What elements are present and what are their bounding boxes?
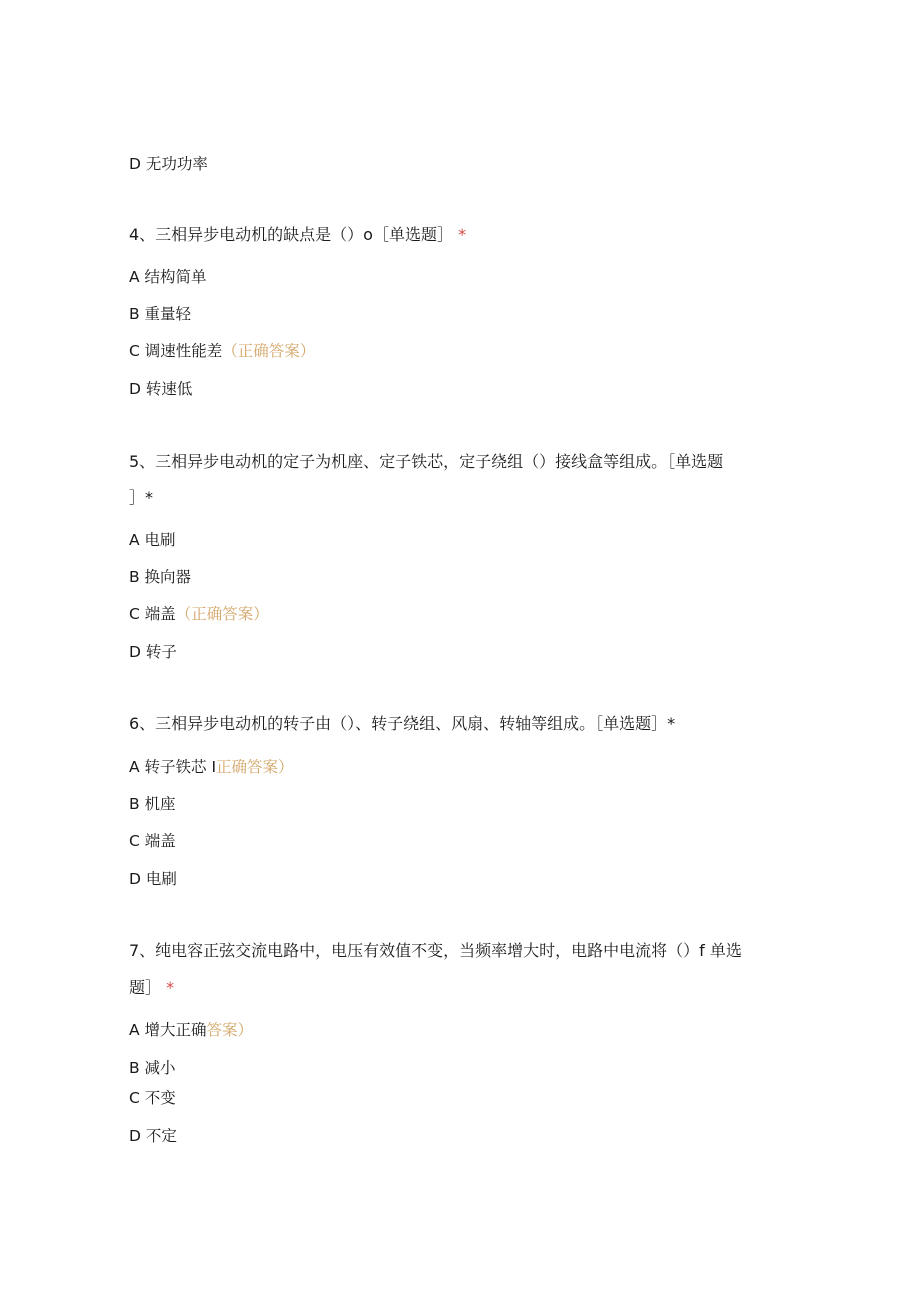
- option-d-q6: D 电刷: [129, 870, 177, 888]
- option-d-q4: D 转速低: [129, 380, 193, 398]
- option-a-q7: A 增大正确答案）: [129, 1021, 254, 1039]
- correct-answer-label: （正确答案）: [175, 605, 269, 623]
- option-d-q3: D 无功功率: [129, 155, 208, 173]
- option-d-q7: D 不定: [129, 1127, 177, 1145]
- question-6: 6、三相异步电动机的转子由（）、转子绕组、风扇、转轴等组成。［单选题］*: [129, 714, 676, 733]
- option-c-q6: C 端盖: [129, 832, 176, 850]
- question-4: 4、三相异步电动机的缺点是（）o［单选题］ *: [129, 225, 467, 244]
- option-a-q6: A 转子铁芯 I正确答案）: [129, 758, 294, 776]
- option-c-q7: C 不变: [129, 1089, 176, 1107]
- question-7-continued: 题］ *: [129, 978, 175, 997]
- question-5-continued: ］*: [129, 488, 154, 507]
- option-c-q5: C 端盖（正确答案）: [129, 605, 269, 623]
- required-star: *: [458, 225, 467, 244]
- option-d-q5: D 转子: [129, 643, 177, 661]
- question-7: 7、纯电容正弦交流电路中，电压有效值不变，当频率增大时，电路中电流将（）f 单选: [129, 941, 742, 960]
- option-a-q4: A 结构简单: [129, 268, 207, 286]
- question-5: 5、三相异步电动机的定子为机座、定子铁芯，定子绕组（）接线盒等组成。［单选题: [129, 452, 724, 471]
- correct-answer-label: 答案）: [206, 1021, 254, 1039]
- correct-answer-label: 正确答案）: [216, 758, 294, 776]
- correct-answer-label: （正确答案）: [222, 342, 316, 360]
- option-b-q4: B 重量轻: [129, 305, 192, 323]
- option-b-q5: B 换向器: [129, 568, 192, 586]
- option-c-q4: C 调速性能差（正确答案）: [129, 342, 316, 360]
- option-b-q7: B 减小: [129, 1059, 176, 1077]
- required-star: *: [166, 978, 175, 997]
- option-a-q5: A 电刷: [129, 531, 176, 549]
- option-b-q6: B 机座: [129, 795, 176, 813]
